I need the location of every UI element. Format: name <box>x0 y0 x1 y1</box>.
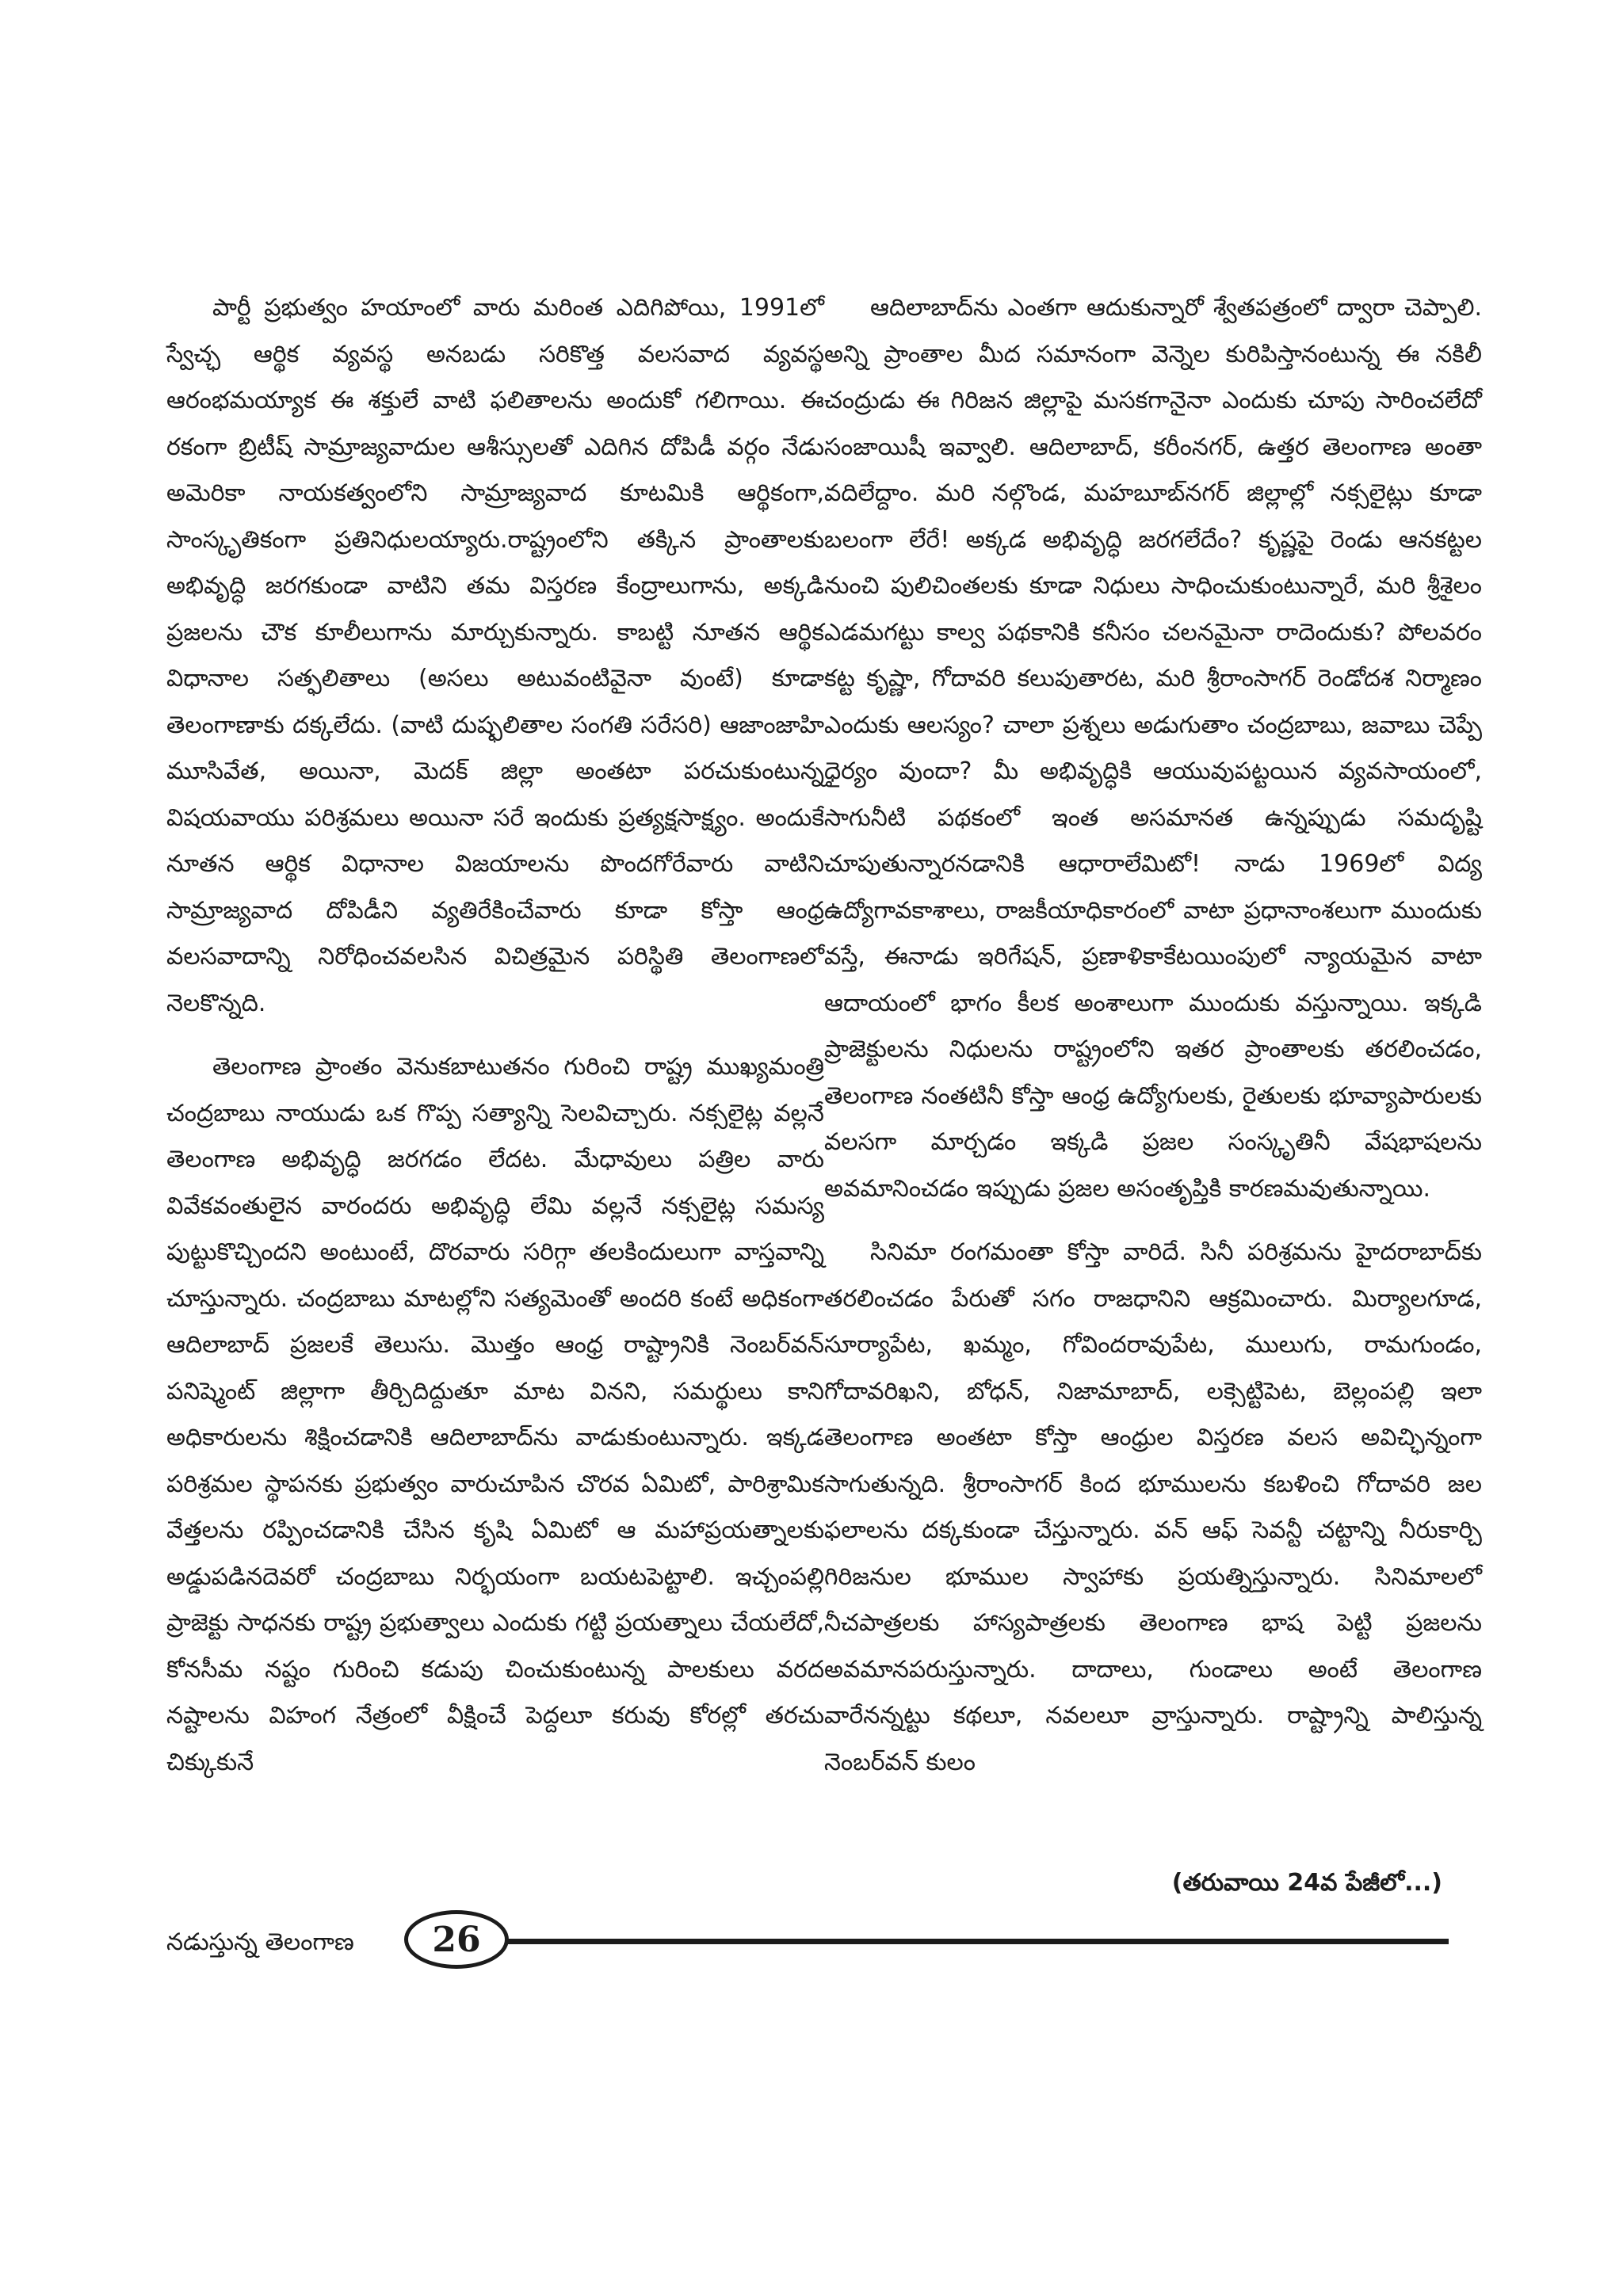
left-paragraph-2: తెలంగాణ ప్రాంతం వెనుకబాటుతనం గురించి రాష్ట్ర ముఖ్యమంత్రి చంద్రబాబు నాయుడు ఒక గొప్ప సత్యాన్ని సెలవిచ్చారు. నక్సలైట్ల వల్లనే తెలంగాణ అభివృద్ధి జరగడం లేదట. మేధావులు పత్రిల వారు వివేకవంతులైన వారందరు అభివృద్ధి లేమి వల్లనే నక్సలైట్ల సమస్య పుట్టుకొచ్చిందని అంటుంటే, దొరవారు సరిగ్గా తలకిందులుగా వాస్తవాన్ని చూస్తున్నారు. చంద్రబాబు మాటల్లోని సత్యమెంతో అందరి కంటే అధికంగా ఆదిలాబాద్ ప్రజలకే తెలుసు. మొత్తం ఆంధ్ర రాష్ట్రానికి నెంబర్‌వన్ పనిష్మెంట్ జిల్లాగా తీర్చిదిద్దుతూ మాట వినని, సమర్థులు కాని అధికారులను శిక్షించడానికి ఆదిలాబాద్‌ను వాడుకుంటున్నారు. ఇక్కడ పరిశ్రమల స్థాపనకు ప్రభుత్వం వారుచూపిన చొరవ ఏమిటో, పారిశ్రామిక వేత్తలను రప్పించడానికి చేసిన కృషి ఏమిటో ఆ మహాప్రయత్నాలకు అడ్డుపడినదెవరో చంద్రబాబు నిర్భయంగా బయటపెట్టాలి. ఇచ్చంపల్లి ప్రాజెక్టు సాధనకు రాష్ట్ర ప్రభుత్వాలు ఎందుకు గట్టి ప్రయత్నాలు చేయలేదో, కోనసీమ నష్టం గురించి కడుపు చించుకుంటున్న పాలకులు వరద నష్టాలను విహంగ నేత్రంలో వీక్షించే పెద్దలూ కరువు కోరల్లో తరచు చిక్కుకునే <box>166 1053 824 1776</box>
right-column <box>824 285 1482 1803</box>
page-footer <box>166 1905 1450 1977</box>
page-number: 26 <box>432 1919 481 1960</box>
left-column <box>166 285 824 1803</box>
footer-rule <box>506 1939 1449 1944</box>
right-paragraph-2: సినిమా రంగమంతా కోస్తా వారిదే. సినీ పరిశ్రమను హైదరాబాద్‌కు తరలించడం పేరుతో సగం రాజధానిని ఆక్రమించారు. మిర్యాలగూడ, సూర్యాపేట, ఖమ్మం, గోవిందరావుపేట, ములుగు, రామగుండం, గోదావరిఖని, బోధన్, నిజామాబాద్, లక్సెట్టిపెట, బెల్లంపల్లి ఇలా తెలంగాణ అంతటా కోస్తా ఆంధ్రుల విస్తరణ వలస అవిచ్ఛిన్నంగా సాగుతున్నది. శ్రీరాంసాగర్ కింద భూములను కబళించి గోదావరి జల ఫలాలను దక్కకుండా చేస్తున్నారు. వన్ ఆఫ్ సెవన్టీ చట్టాన్ని నీరుకార్చి గిరిజనుల భూముల స్వాహాకు ప్రయత్నిస్తున్నారు. సినిమాలలో నీచపాత్రలకు హాస్యపాత్రలకు తెలంగాణ భాష పెట్టి ప్రజలను అవమానపరుస్తున్నారు. దాదాలు, గుండాలు అంటే తెలంగాణ వారేనన్నట్టు కథలూ, నవలలూ వ్రాస్తున్నారు. రాష్ట్రాన్ని పాలిస్తున్న నెంబర్‌వన్ కులం <box>824 1238 1482 1776</box>
continued-note: (తరువాయి 24వ పేజీలో...) <box>1171 1869 1442 1897</box>
publication-title: నడుస్తున్న తెలంగాణ <box>166 1928 354 1956</box>
left-paragraph-1: పార్టీ ప్రభుత్వం హయాంలో వారు మరింత ఎదిగిపోయి, 1991లో స్వేచ్ఛ ఆర్థిక వ్యవస్థ అనబడు సరికొత్త వలసవాద వ్యవస్థ ఆరంభమయ్యాక ఈ శక్తులే వాటి ఫలితాలను అందుకో గలిగాయి. ఈ రకంగా బ్రిటీష్ సామ్రాజ్యవాదుల ఆశీస్సులతో ఎదిగిన దోపిడీ వర్గం నేడు అమెరికా నాయకత్వంలోని సామ్రాజ్యవాద కూటమికి ఆర్థికంగా, సాంస్కృతికంగా ప్రతినిధులయ్యారు.రాష్ట్రంలోని తక్కిన ప్రాంతాలకు అభివృద్ధి జరగకుండా వాటిని తమ విస్తరణ కేంద్రాలుగాను, అక్కడి ప్రజలను చౌక కూలీలుగాను మార్చుకున్నారు. కాబట్టి నూతన ఆర్థిక విధానాల సత్ఫలితాలు (అసలు అటువంటివైనా వుంటే) కూడా తెలంగాణాకు దక్కలేదు. (వాటి దుష్ఫలితాల సంగతి సరేసరి) ఆజాంజాహి మూసివేత, అయినా, మెదక్ జిల్లా అంతటా పరచుకుంటున్న విషయవాయు పరిశ్రమలు అయినా సరే ఇందుకు ప్రత్యక్షసాక్ష్యం. అందుకే నూతన ఆర్థిక విధానాల విజయాలను పొందగోరేవారు వాటిని సామ్రాజ్యవాద దోపిడీని వ్యతిరేకించేవారు కూడా కోస్తా ఆంధ్ర వలసవాదాన్ని నిరోధించవలసిన విచిత్రమైన పరిస్థితి తెలంగాణలో నెలకొన్నది. <box>166 294 824 1017</box>
right-paragraph-1: ఆదిలాబాద్‌ను ఎంతగా ఆదుకున్నారో శ్వేతపత్రంలో ద్వారా చెప్పాలి. అన్ని ప్రాంతాల మీద సమానంగా వెన్నెల కురిపిస్తానంటున్న ఈ నకిలీ చంద్రుడు ఈ గిరిజన జిల్లాపై మసకగానైనా ఎందుకు చూపు సారించలేదో సంజాయిషీ ఇవ్వాలి. ఆదిలాబాద్, కరీంనగర్, ఉత్తర తెలంగాణ అంతా వదిలేద్దాం. మరి నల్గొండ, మహబూబ్‌నగర్ జిల్లాల్లో నక్సలైట్లు కూడా బలంగా లేరే! అక్కడ అభివృద్ధి జరగలేదేం? కృష్ణపై రెండు ఆనకట్టల నుంచి పులిచింతలకు కూడా నిధులు సాధించుకుంటున్నారే, మరి శ్రీశైలం ఎడమగట్టు కాల్వ పథకానికి కనీసం చలనమైనా రాదెందుకు? పోలవరం కట్ట కృష్ణా, గోదావరి కలుపుతారట, మరి శ్రీరాంసాగర్ రెండోదశ నిర్మాణం ఎందుకు ఆలస్యం? చాలా ప్రశ్నలు అడుగుతాం చంద్రబాబు, జవాబు చెప్పే ధైర్యం వుందా? మీ అభివృద్ధికి ఆయువుపట్టయిన వ్యవసాయంలో, సాగునీటి పథకంలో ఇంత అసమానత ఉన్నప్పుడు సమదృష్టి చూపుతున్నారనడానికి ఆధారాలేమిటో! నాడు 1969లో విద్య ఉద్యోగావకాశాలు, రాజకీయాధికారంలో వాటా ప్రధానాంశలుగా ముందుకు వస్తే, ఈనాడు ఇరిగేషన్, ప్రణాళికాకేటయింపులో న్యాయమైన వాటా ఆదాయంలో భాగం కీలక అంశాలుగా ముందుకు వస్తున్నాయి. ఇక్కడి ప్రాజెక్టులను నిధులను రాష్ట్రంలోని ఇతర ప్రాంతాలకు తరలించడం, తెలంగాణ నంతటినీ కోస్తా ఆంధ్ర ఉద్యోగులకు, రైతులకు భూవ్యాపారులకు వలసగా మార్చడం ఇక్కడి ప్రజల సంస్కృతినీ వేషభాషలను అవమానించడం ఇప్పుడు ప్రజల అసంతృప్తికి కారణమవుతున్నాయి. <box>824 294 1482 1203</box>
page-number-badge <box>404 1910 509 1969</box>
